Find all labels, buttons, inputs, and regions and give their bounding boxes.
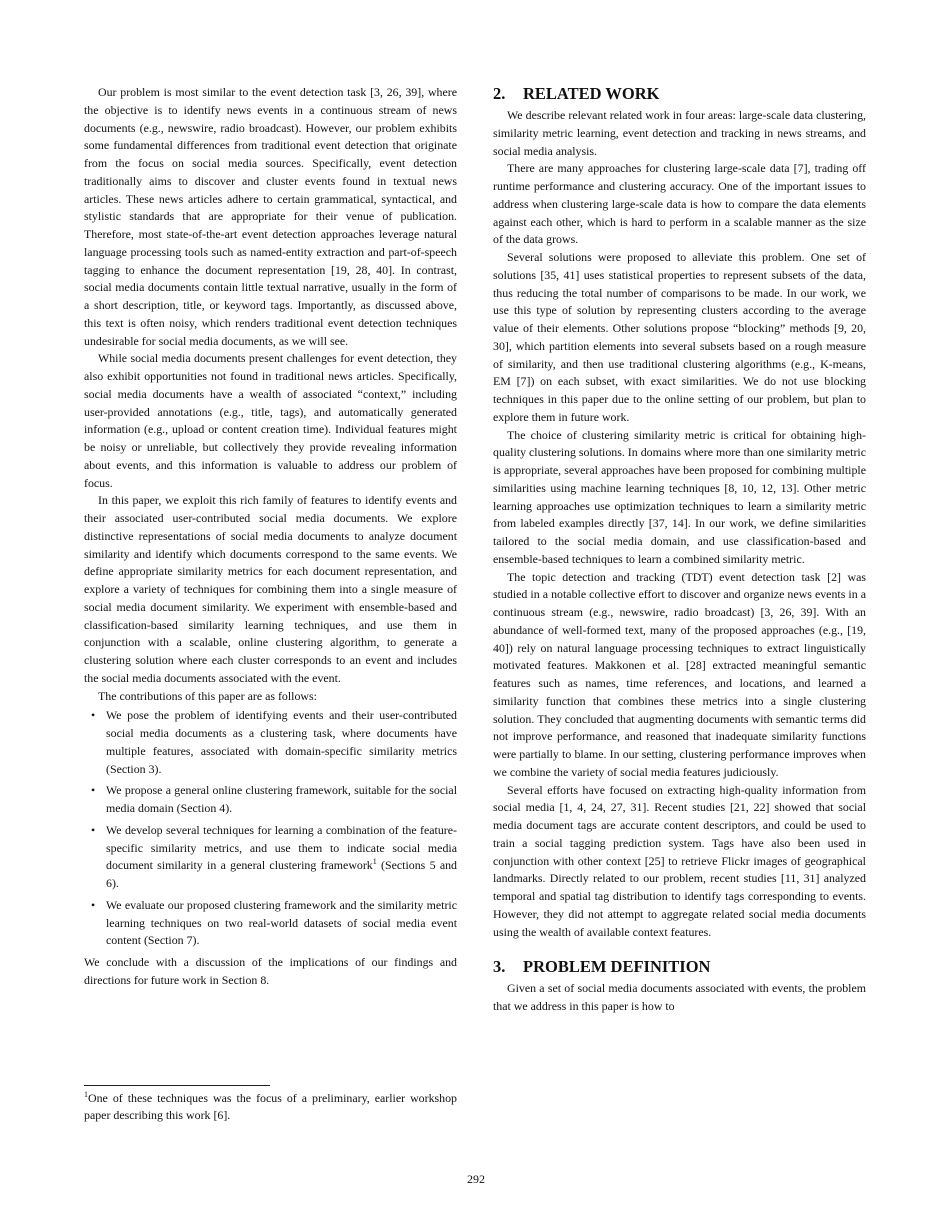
page-number: 292 — [467, 1172, 485, 1186]
paragraph: The choice of clustering similarity metric is critical for obtaining high-quality clustering solutions. In domains where more than one similarity metric is appropriate, several approaches have been proposed for combining multiple similarities using machine learning techniques [8, 10, 12, 13]. Other metric learning approaches use optimization techniques to learn a similarity metric from labeled examples directly [37, 14]. In our work, we define similarities tailored to the social media domain, and use classification-based and ensemble-based techniques to learn a combined similarity metric. — [493, 427, 866, 566]
list-item — [91, 822, 457, 893]
section-number: 2. — [493, 84, 506, 103]
footnote-rule — [84, 1085, 270, 1086]
footnote — [84, 1085, 457, 1124]
footnote-mark: 1 — [84, 1090, 88, 1100]
paragraph: Our problem is most similar to the event detection task [3, 26, 39], where the objective is to identify news events in a continuous stream of news documents (e.g., newswire, radio broadcast). However, our problem exhibits some fundamental differences from traditional event detection that originate from the focus on social media sources. Specifically, event detection traditionally aims to discover and cluster events found in textual news articles. These news articles adhere to certain grammatical, syntactical, and stylistic standards that are appropriate for their venue of publication. Therefore, most state-of-the-art event detection approaches leverage natural language processing tools such as named-entity extraction and part-of-speech tagging to enhance the document representation [19, 28, 40]. In contrast, social media documents contain little textual narrative, usually in the form of a short description, title, or keyword tags. Importantly, as discussed above, this text is often noisy, which renders traditional event detection techniques undesirable for social media documents, as we will see. — [84, 85, 457, 348]
section-title: PROBLEM DEFINITION — [523, 957, 711, 977]
paragraph: While social media documents present challenges for event detection, they also exhibit opportunities not found in traditional news articles. Specifically, social media documents have a wealth of associated “context,” including user-provided annotations (e.g., title, tags), and automatically generated information (e.g., upload or content creation time). Individual features might be noisy or unreliable, but collectively they provide revealing information about events, and this information is valuable to address our problem of focus. — [84, 351, 457, 490]
list-item — [91, 782, 457, 818]
paragraph: The topic detection and tracking (TDT) event detection task [2] was studied in a notable collective effort to discover and organize news events in a continuous stream (e.g., newswire, radio broadcast) [3, 26, 39]. With an abundance of well-formed text, many of the proposed approaches (e.g., [19, 40]) rely on natural language processing techniques to extract linguistically motivated features. Makkonen et al. [28] extracted meaningful semantic features such as names, time references, and locations, and learned a similarity function that combines these metrics into a single clustering solution. They concluded that augmenting documents with semantic terms did not improve performance, and reasoned that inadequate similarity functions were partially to blame. In our setting, clustering performance improves when we combine the variety of social media features judiciously. — [493, 569, 866, 779]
section-number: 3. — [493, 957, 506, 977]
left-column — [84, 84, 457, 990]
section-title: RELATED WORK — [523, 84, 660, 103]
bullet-icon: • — [91, 783, 96, 798]
bullet-icon: • — [91, 897, 96, 912]
list-item — [91, 707, 457, 778]
footnote-text: One of these techniques was the focus of a preliminary, earlier workshop paper describing this work [6]. — [84, 1091, 457, 1122]
paragraph: There are many approaches for clustering large-scale data [7], trading off runtime performance and clustering accuracy. One of the important issues to address when clustering large-scale data is how to compare the data elements against each other, which is hard to perform in a scalable manner as the size of the data grows. — [493, 161, 866, 247]
right-column — [493, 84, 866, 1016]
list-item-text: We pose the problem of identifying events and their user-contributed social media documents as a clustering task, where documents have multiple features, associated with domain-specific similarity metrics (Section 3). — [106, 708, 457, 776]
paragraph: The contributions of this paper are as follows: — [98, 688, 317, 703]
section-spacer — [493, 941, 866, 957]
list-item-text-tail: (Sections 5 and 6). — [106, 858, 457, 890]
list-item-text: We develop several techniques for learning a combination of the feature-specific similarity metrics, and use them to indicate social media document similarity in a general clustering framework — [106, 822, 457, 873]
list-item-text: We evaluate our proposed clustering framework and the similarity metric learning techniques on two real-world datasets of social media event content (Section 7). — [106, 897, 457, 948]
bullet-icon: • — [91, 822, 96, 837]
list-item — [91, 897, 457, 950]
section-heading-related-work — [493, 84, 866, 104]
paragraph: Several efforts have focused on extracting high-quality information from social media [1, 4, 24, 27, 31]. Recent studies [21, 22] showed that social media document tags are accurate content descriptors, and could be used to train a social tagging prediction system. Tags have also been used in conjunction with other context [25] to retrieve Flickr images of geographical landmarks. Directly related to our problem, recent studies [11, 31] analyzed temporal and spatial tag distribution to identify tags corresponding to events. However, they did not attempt to aggregate related social media documents using the wealth of available context features. — [493, 782, 866, 939]
paragraph: Given a set of social media documents associated with events, the problem that we address in this paper is how to — [493, 981, 866, 1013]
contributions-list — [84, 707, 457, 950]
paragraph: In this paper, we exploit this rich family of features to identify events and their associated user-contributed social media documents. We explore distinctive representations of social media documents to analyze document similarity and identify which documents correspond to the same events. We define appropriate similarity metrics for each document representation, and explore a variety of techniques for combining them into a single measure of social media document similarity. We experiment with ensemble-based and classification-based similarity learning techniques, and use them in conjunction with a scalable, online clustering algorithm, to generate a clustering solution where each cluster corresponds to an event and includes the social media documents associated with the event. — [84, 493, 457, 685]
bullet-icon: • — [91, 708, 96, 723]
footnote-marker: 1 — [372, 857, 377, 867]
list-item-text: We propose a general online clustering framework, suitable for the social media domain (Section 4). — [106, 783, 457, 815]
paragraph: Several solutions were proposed to alleviate this problem. One set of solutions [35, 41] uses statistical properties to represent subsets of the data, thus reducing the total number of comparisons to be made. In our work, we use this type of solution by representing clusters according to the average value of their elements. Other solutions propose “blocking” methods [9, 20, 30], which partition elements into several subsets based on a rough measure of similarity, and then use traditional clustering algorithms (e.g., K-means, EM [7]) on each subset, with exact similarities. We do not use blocking techniques in this paper due to the online setting of our problem, but plan to explore them in future work. — [493, 250, 866, 424]
section-heading-problem-definition — [493, 957, 866, 977]
paragraph: We conclude with a discussion of the implications of our findings and directions for future work in Section 8. — [84, 955, 457, 987]
paragraph: We describe relevant related work in four areas: large-scale data clustering, similarity metric learning, event detection and tracking in news streams, and social media analysis. — [493, 108, 866, 158]
